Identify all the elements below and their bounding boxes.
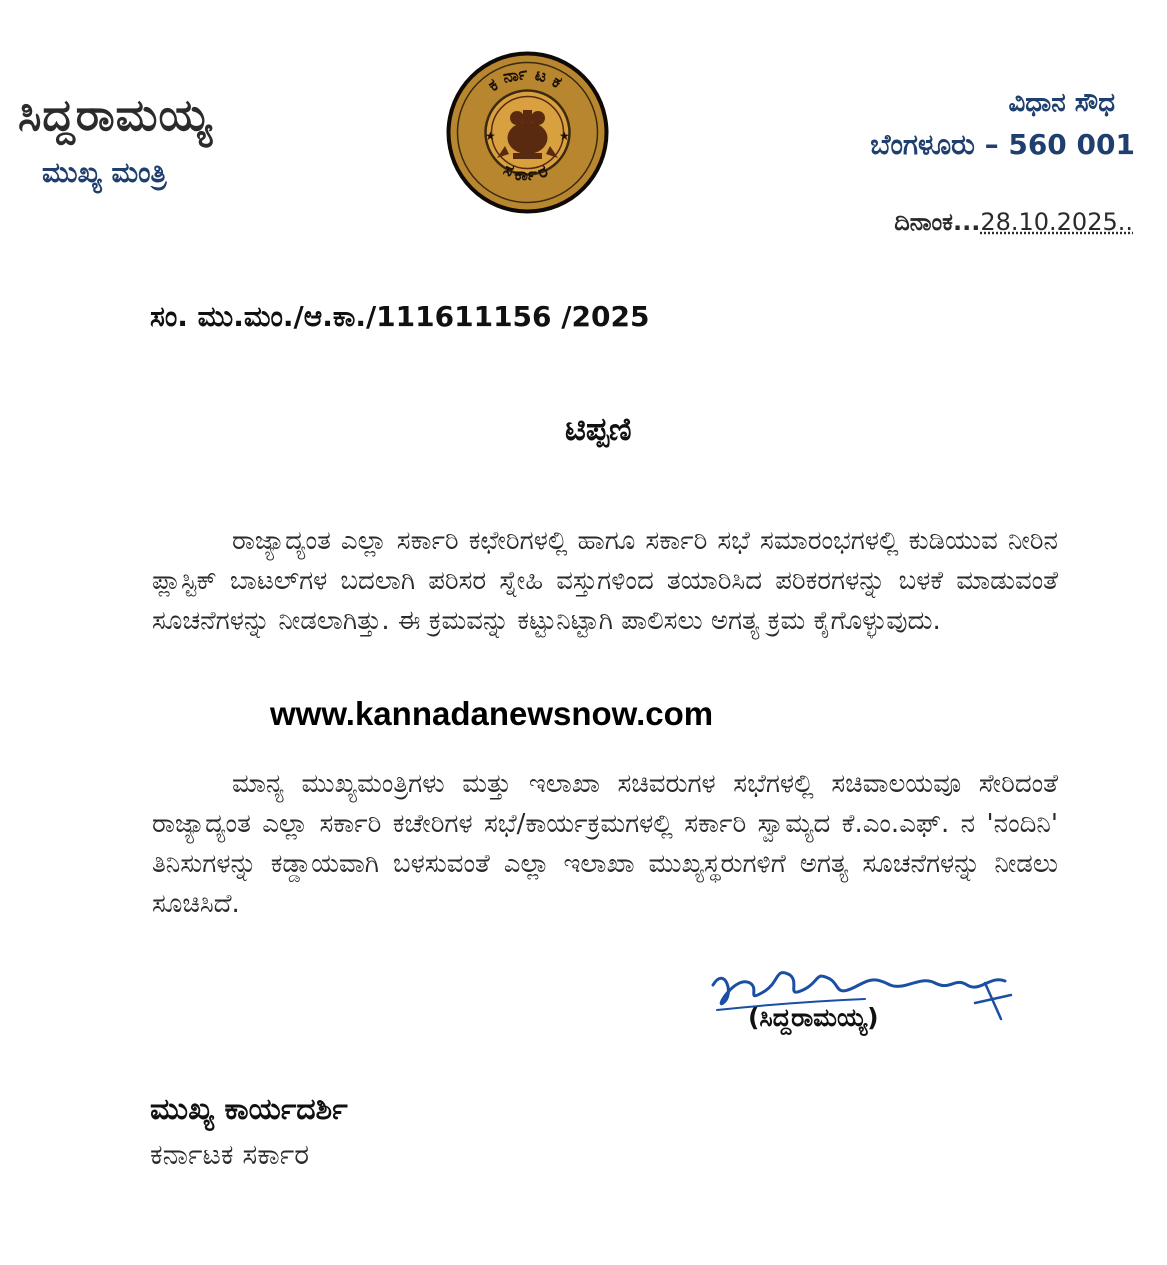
body-paragraph-1: ರಾಜ್ಯಾದ್ಯಂತ ಎಲ್ಲಾ ಸರ್ಕಾರಿ ಕಛೇರಿಗಳಲ್ಲಿ ಹಾಗೂ ಸರ್ಕಾರಿ ಸಭೆ ಸಮಾರಂಭಗಳಲ್ಲಿ ಕುಡಿಯುವ ನೀರಿನ ಪ್ಲಾಸ್ಟಿಕ್ ಬಾಟಲ್‌ಗಳ ಬದಲಾಗಿ ಪರಿಸರ ಸ್ನೇಹಿ ವಸ್ತುಗಳಿಂದ ತಯಾರಿಸಿದ ಪರಿಕರಗಳನ್ನು ಬಳಕೆ ಮಾಡುವಂತೆ ಸೂಚನೆಗಳನ್ನು ನೀಡಲಾಗಿತ್ತು. ಈ ಕ್ರಮವನ್ನು ಕಟ್ಟುನಿಟ್ಟಾಗಿ ಪಾಲಿಸಲು ಅಗತ್ಯ ಕ್ರಮ ಕೈಗೊಳ್ಳುವುದು. xyxy=(152,526,1058,636)
recipient-title: ಮುಖ್ಯ ಕಾರ್ಯದರ್ಶಿ xyxy=(150,1092,348,1127)
signatory-name: (ಸಿದ್ದರಾಮಯ್ಯ) xyxy=(748,1003,879,1032)
sender-name: ಸಿದ್ದರಾಮಯ್ಯ xyxy=(18,90,213,141)
address-line-1: ವಿಧಾನ ಸೌಧ xyxy=(1008,88,1115,118)
seal-text-bottom: ಸರ್ಕಾರ xyxy=(500,159,555,186)
date-line xyxy=(894,208,1133,236)
karnataka-seal-icon xyxy=(445,50,610,215)
address-line-2: ಬೆಂಗಳೂರು – 560 001 xyxy=(870,128,1135,161)
body-paragraph-2: ಮಾನ್ಯ ಮುಖ್ಯಮಂತ್ರಿಗಳು ಮತ್ತು ಇಲಾಖಾ ಸಚಿವರುಗಳ ಸಭೆಗಳಲ್ಲಿ ಸಚಿವಾಲಯವೂ ಸೇರಿದಂತೆ ರಾಜ್ಯಾದ್ಯಂತ ಎಲ್ಲಾ ಸರ್ಕಾರಿ ಕಚೇರಿಗಳ ಸಭೆ/ಕಾರ್ಯಕ್ರಮಗಳಲ್ಲಿ ಸರ್ಕಾರಿ ಸ್ವಾಮ್ಯದ ಕೆ.ಎಂ.ಎಫ್. ನ 'ನಂದಿನಿ' ತಿನಿಸುಗಳನ್ನು ಕಡ್ಡಾಯವಾಗಿ ಬಳಸುವಂತೆ ಎಲ್ಲಾ ಇಲಾಖಾ ಮುಖ್ಯಸ್ಥರುಗಳಿಗೆ ಅಗತ್ಯ ಸೂಚನೆಗಳನ್ನು ನೀಡಲು ಸೂಚಿಸಿದೆ. xyxy=(152,769,1058,919)
seal-text-top: ಕರ್ನಾಟಕ xyxy=(484,62,571,97)
svg-text:★: ★ xyxy=(559,129,570,143)
date-value: 28.10.2025.. xyxy=(980,208,1133,236)
reference-number: ಸಂ. ಮು.ಮಂ./ಆ.ಕಾ./111611156 /2025 xyxy=(150,300,650,333)
date-label: ದಿನಾಂಕ... xyxy=(894,208,981,236)
note-heading: ಟಿಪ್ಪಣಿ xyxy=(565,410,632,448)
sender-designation: ಮುಖ್ಯ ಮಂತ್ರಿ xyxy=(42,156,167,189)
recipient-organization: ಕರ್ನಾಟಕ ಸರ್ಕಾರ xyxy=(150,1138,310,1171)
svg-text:★: ★ xyxy=(485,129,496,143)
watermark-url: www.kannadanewsnow.com xyxy=(270,695,714,732)
